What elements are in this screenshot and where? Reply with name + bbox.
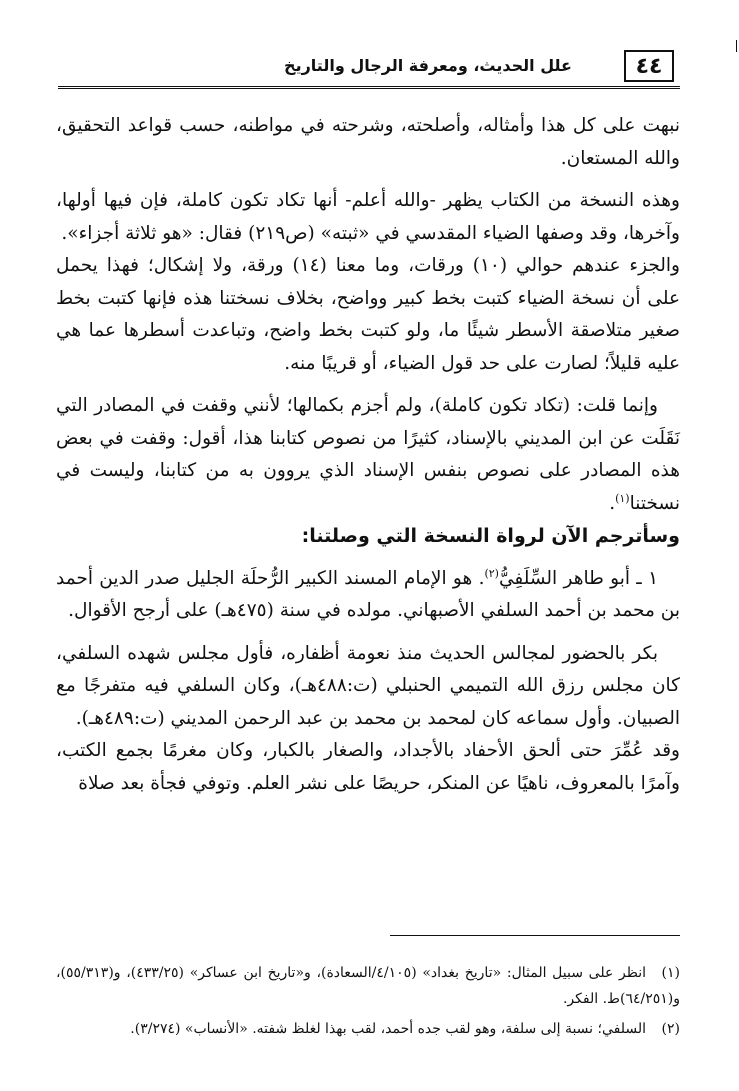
- footnote-text: انظر على سبيل المثال: «تاريخ بغداد» (٤/١٠٥/السعادة)، و«تاريخ ابن عساكر» (٤٣٣/٢٥)، و(٥٥/٣١٣)، و(٦٤/٢٥١)ط. الفكر.: [56, 965, 680, 1007]
- footnote: [56, 960, 680, 1012]
- footnotes: [56, 960, 680, 1046]
- footnote-ref: (١): [615, 491, 630, 505]
- footnote-rule: [390, 935, 680, 936]
- paragraph: والجزء عندهم حوالي (١٠) ورقات، وما معنا (١٤) ورقة، ولا إشكال؛ فهذا يحمل على أن نسخة الضياء كتبت بخط كبير وواضح، بخلاف نسختنا هذه فإنها كتبت بخط صغير متلاصقة الأسطر شيئًا ما، ولو كتبت بخط واضح، وتباعدت أسطرها عما هي عليه قليلاً؛ لصارت على حد قول الضياء، أو قريبًا منه.: [56, 255, 680, 374]
- paragraph-end: .: [609, 492, 616, 514]
- section-heading: وسأترجم الآن لرواة النسخة التي وصلتنا:: [301, 525, 680, 547]
- paragraph: نبهت على كل هذا وأمثاله، وأصلحته، وشرحته في مواطنه، حسب قواعد التحقيق، والله المستعان.: [56, 115, 680, 169]
- paragraph-text: ١ ـ أبو طاهر السِّلَفِيُّ: [498, 567, 658, 589]
- paragraph: وقد عُمِّرَ حتى ألحق الأحفاد بالأجداد، والصغار بالكبار، وكان مغرمًا بجمع الكتب، وآمرًا بالمعروف، ناهيًا عن المنكر، حريصًا على نشر العلم. وتوفي فجأة بعد صلاة: [56, 740, 680, 794]
- page-header: [58, 40, 680, 90]
- footnote-number: (١): [661, 965, 680, 981]
- header-rule: [58, 86, 680, 89]
- footnote-ref: (٢): [484, 566, 499, 580]
- footnote-text: السلفي؛ نسبة إلى سلفة، وهو لقب جده أحمد، لقب بهذا لغلظ شفته. «الأنساب» (٣/٢٧٤).: [130, 1021, 646, 1037]
- paragraph: بكر بالحضور لمجالس الحديث منذ نعومة أظفاره، فأول مجلس شهده السلفي، كان مجلس رزق الله التميمي الحنبلي (ت:٤٨٨هـ)، وكان السلفي فيه متفرجًا مع الصبيان. وأول سماعه كان لمحمد بن محمد بن عبد الرحمن المديني (ت:٤٨٩هـ).: [56, 642, 680, 729]
- page-number: ٤٤: [624, 50, 674, 82]
- paragraph-text: . هو الإمام المسند الكبير الرُّحلَة الجليل صدر الدين أحمد بن محمد بن أحمد السلفي الأصبهاني. مولده في سنة (٤٧٥هـ) على أرجح الأقوال.: [56, 567, 680, 621]
- main-text: [56, 110, 680, 800]
- paragraph: [56, 563, 680, 628]
- running-title: علل الحديث، ومعرفة الرجال والتاريخ: [284, 56, 572, 75]
- paragraph: وهذه النسخة من الكتاب يظهر -والله أعلم- أنها تكاد تكون كاملة، فإن فيها أولها، وآخرها، وقد وصفها الضياء المقدسي في «ثبته» (ص٢١٩) فقال: «هو ثلاثة أجزاء».: [56, 190, 680, 244]
- paragraph-text: وإنما قلت: (تكاد تكون كاملة)، ولم أجزم بكمالها؛ لأنني وقفت في المصادر التي نَقَلَت عن ابن المديني بالإسناد، كثيرًا من نصوص كتابنا هذا، أقول: وقفت في بعض هذه المصادر على نصوص بنفس الإسناد الذي يروون به من كتابنا، وليست في نسختنا: [56, 395, 680, 514]
- paragraph: [56, 390, 680, 520]
- footnote-number: (٢): [661, 1021, 680, 1037]
- crop-mark: [736, 40, 737, 52]
- footnote: [56, 1016, 680, 1042]
